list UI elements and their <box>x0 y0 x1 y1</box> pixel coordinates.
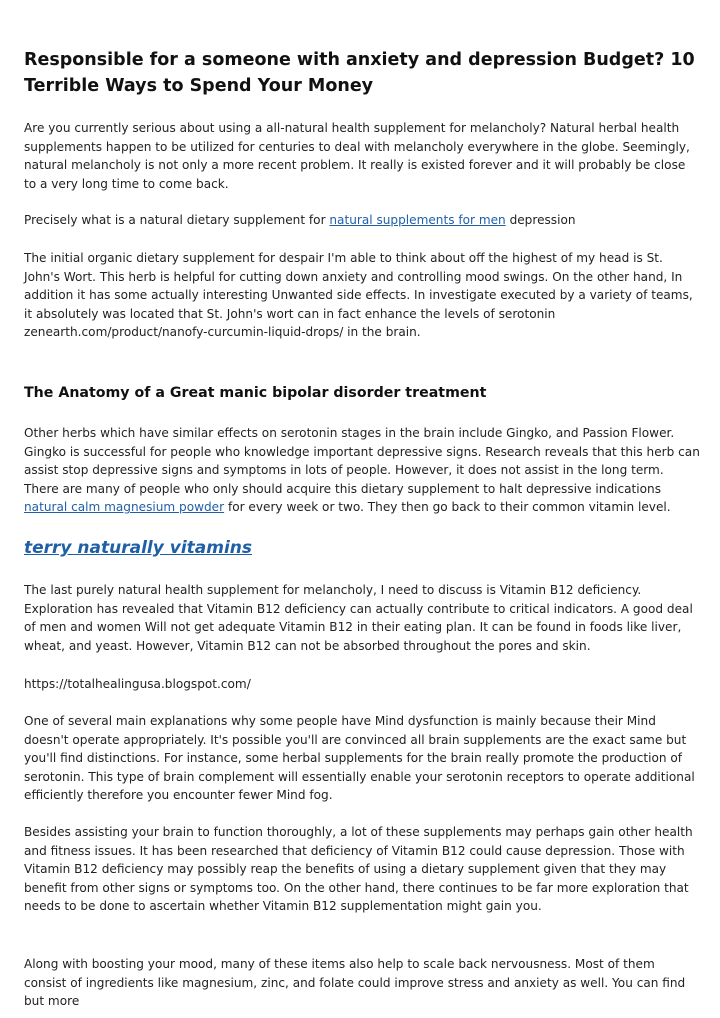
paragraph-mind-dysfunction: One of several main explanations why some people have Mind dysfunction is mainly because their Mind doesn't operate appropriately. It's possible you'll are convinced all brain supplements are the exact same but you'll find distinctions. For instance, some herbal supplements for the brain really promote the production of serotonin. This type of brain complement will essentially enable your serotonin receptors to operate additional efficiently therefore you encounter fewer Mind fog. <box>24 714 695 803</box>
paragraph-st-johns-wort: The initial organic dietary supplement for despair I'm able to think about off the highest of my head is St. John's Wort. This herb is helpful for cutting down anxiety and controlling mood swings. On the other hand, In addition it has some actually interesting Unwanted side effects. In investigate executed by a variety of teams, it absolutely was located that St. John's wort can in fact enhance the levels of serotonin zenearth.com/product/nanofy-curcumin-liquid-drops/ in the brain. <box>24 251 693 340</box>
paragraph-vitamin-b12: The last purely natural health supplement for melancholy, I need to discuss is Vitamin B12 deficiency. Exploration has revealed that Vitamin B12 deficiency can actually contribute to critical indicators. A good deal of men and women Will not get adequate Vitamin B12 in their eating plan. It can be found in foods like liver, wheat, and yeast. However, Vitamin B12 can not be absorbed throughout the pores and skin. <box>24 583 693 653</box>
page-title: Responsible for a someone with anxiety and depression Budget? 10 Terrible Ways to Spend Your Money <box>24 50 695 96</box>
paragraph-mood: Along with boosting your mood, many of these items also help to scale back nervousness. Most of them consist of ingredients like magnesium, zinc, and folate could improve stress and anxiety as well. You can find but more <box>24 957 686 1009</box>
paragraph-natural-supplement <box>24 211 700 230</box>
paragraph-text-before: Precisely what is a natural dietary supplement for <box>24 213 330 227</box>
paragraph-text-before: Other herbs which have similar effects on serotonin stages in the brain include Gingko, and Passion Flower. Gingko is successful for people who knowledge important depressive signs. Research reveals that this herb can assist stop depressive signs and symptoms in lots of people. However, it does not assist in the long term. There are many of people who only should acquire this dietary supplement to halt depressive indications <box>24 426 700 496</box>
natural-calm-magnesium-powder-link[interactable]: natural calm magnesium powder <box>24 500 225 515</box>
paragraph-text-after: for every week or two. They then go back to their common vitamin level. <box>224 500 671 515</box>
paragraph-brain-function: Besides assisting your brain to function thoroughly, a lot of these supplements may perhaps gain other health and fitness issues. It has been researched that deficiency of Vitamin B12 could cause depression. Those with Vitamin B12 deficiency may possibly reap the benefits of using a dietary supplement given that they may benefit from other signs or symptoms too. On the other hand, there continues to be far more exploration that needs to be done to ascertain whether Vitamin B12 supplementation might gain you. <box>24 825 693 914</box>
paragraph-text-after: depression <box>505 213 576 227</box>
natural-supplements-for-men-link[interactable]: natural supplements for men <box>329 213 506 227</box>
paragraph-other-herbs <box>24 424 700 517</box>
paragraph-intro: Are you currently serious about using a all-natural health supplement for melancholy? Natural herbal health supplements happen to be utilized for centuries to deal with melancholy everywhere in the globe. Seemingly, natural melancholy is not only a more recent problem. It really is existed forever and it will probably be close to a very long time to come back. <box>24 121 690 191</box>
url-text: https://totalhealingusa.blogspot.com/ <box>24 677 251 691</box>
terry-naturally-vitamins-link[interactable]: terry naturally vitamins <box>24 538 253 558</box>
section-heading-anatomy: The Anatomy of a Great manic bipolar disorder treatment <box>24 385 487 401</box>
